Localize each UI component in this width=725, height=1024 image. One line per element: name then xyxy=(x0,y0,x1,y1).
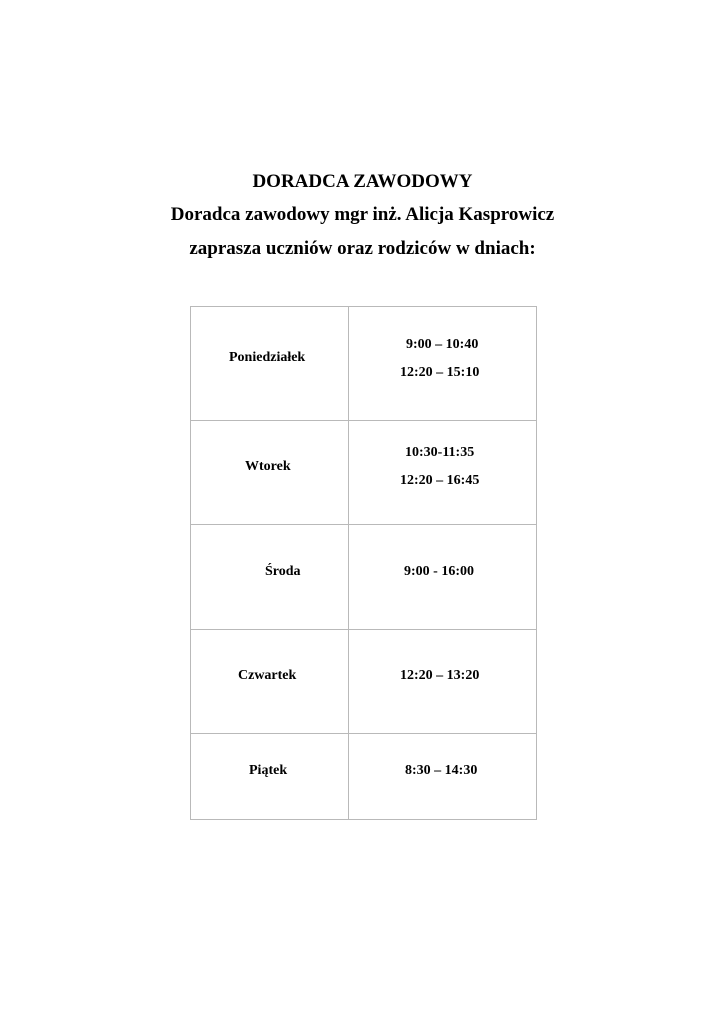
day-label: Poniedziałek xyxy=(229,350,306,365)
time-cell xyxy=(349,421,537,525)
document-subtitle: Doradca zawodowy mgr inż. Alicja Kasprowicz xyxy=(170,204,555,225)
day-cell xyxy=(191,421,349,525)
day-label: Piątek xyxy=(249,762,288,778)
time-label: 9:00 - 16:00 xyxy=(404,564,474,580)
time-label: 12:20 – 16:45 xyxy=(400,473,480,489)
time-label: 8:30 – 14:30 xyxy=(405,762,478,778)
table-row xyxy=(191,525,537,629)
day-cell xyxy=(191,733,349,819)
day-label: Środa xyxy=(265,564,301,580)
schedule-table xyxy=(190,306,537,820)
day-cell xyxy=(191,307,349,421)
time-label: 9:00 – 10:40 xyxy=(406,337,479,352)
table-row xyxy=(191,307,537,421)
day-cell xyxy=(191,525,349,629)
time-label: 12:20 – 15:10 xyxy=(400,365,480,380)
document-intro: zaprasza uczniów oraz rodziców w dniach: xyxy=(189,238,536,259)
time-cell xyxy=(349,525,537,629)
time-cell xyxy=(349,629,537,733)
time-cell xyxy=(349,733,537,819)
time-cell xyxy=(349,307,537,421)
table-row xyxy=(191,733,537,819)
time-label: 10:30-11:35 xyxy=(405,445,475,461)
document-title: DORADCA ZAWODOWY xyxy=(252,171,473,192)
time-label: 12:20 – 13:20 xyxy=(400,667,480,683)
table-row xyxy=(191,421,537,525)
day-cell xyxy=(191,629,349,733)
day-label: Wtorek xyxy=(245,459,291,475)
table-row xyxy=(191,629,537,733)
day-label: Czwartek xyxy=(238,667,297,683)
